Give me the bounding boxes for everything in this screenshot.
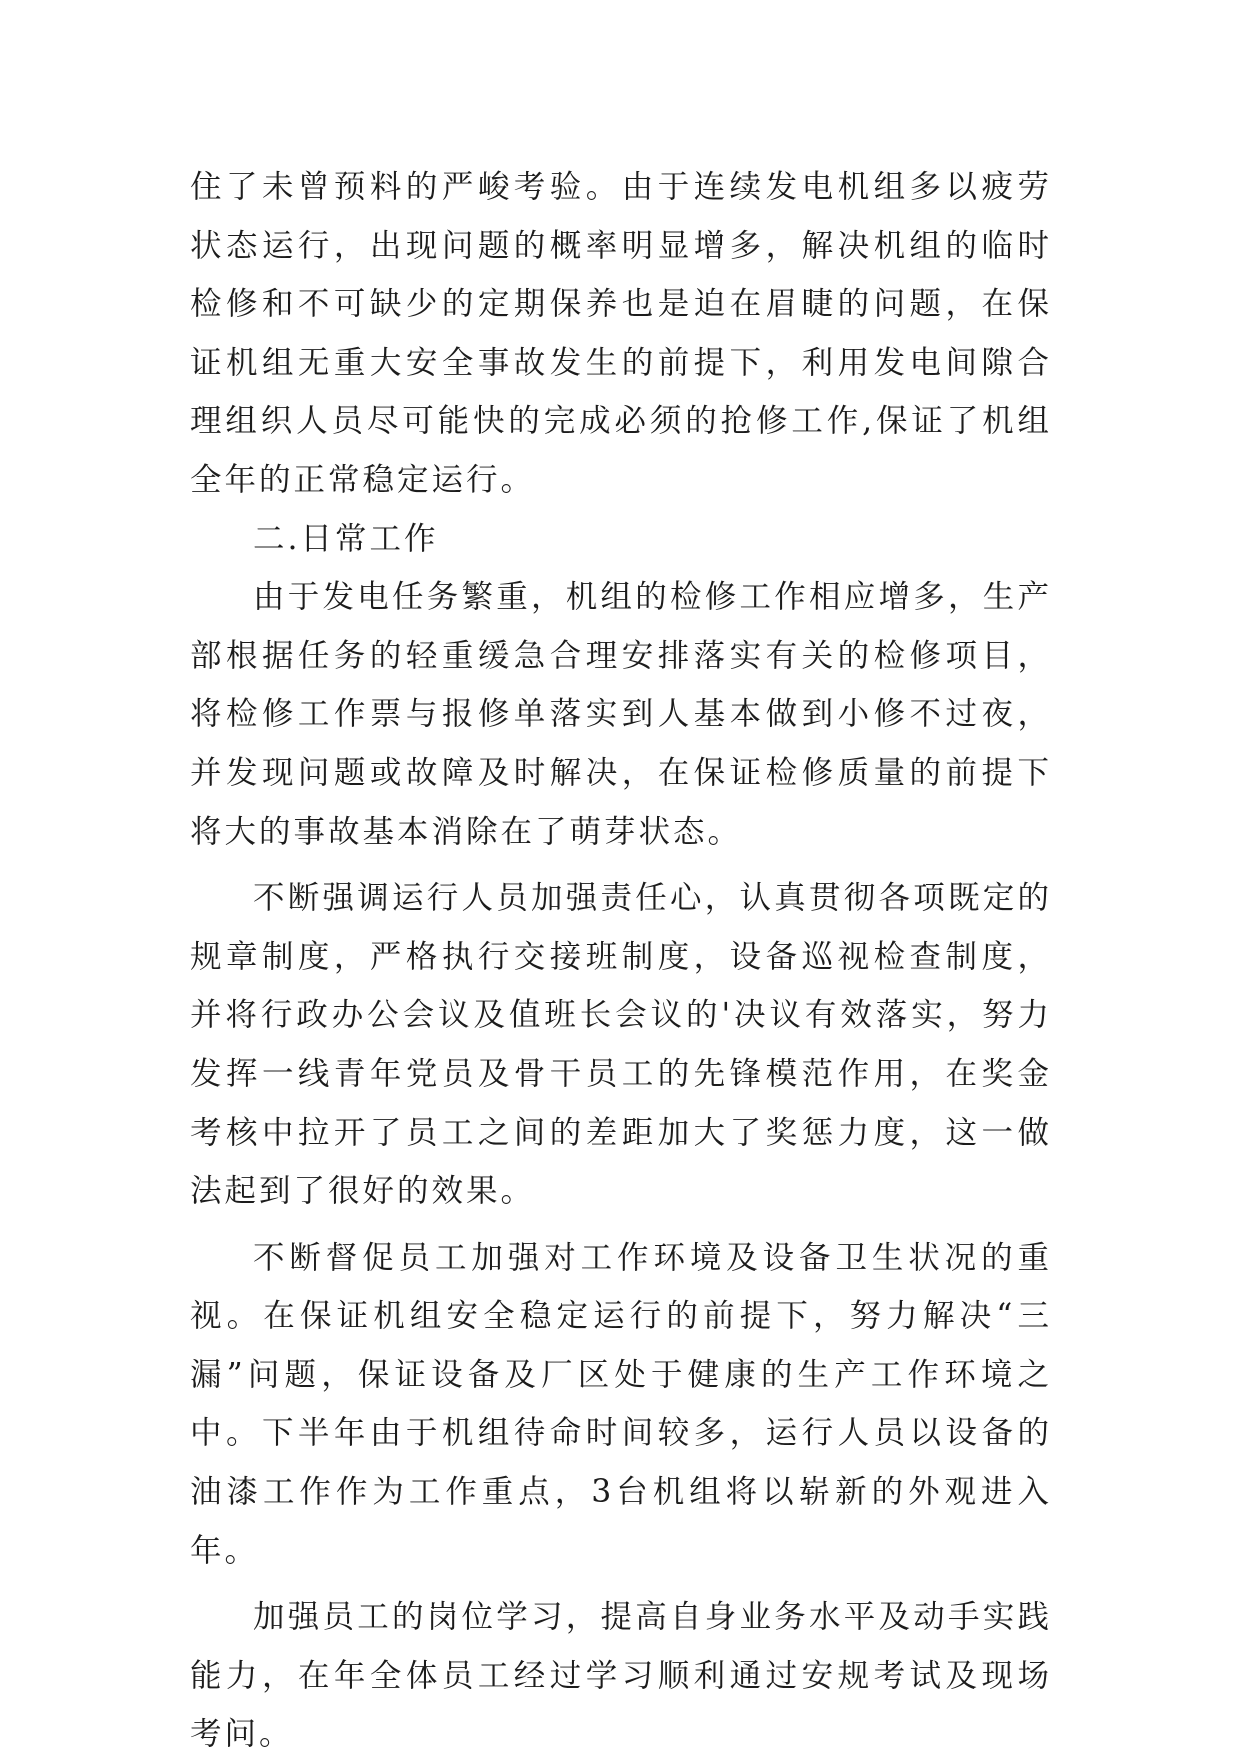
paragraph-responsibility: 不断强调运行人员加强责任心，认真贯彻各项既定的规章制度，严格执行交接班制度，设备巡视检查制度，并将行政办公会议及值班长会议的'决议有效落实，努力发挥一线青年党员及骨干员工的先锋模范作用，在奖金考核中拉开了员工之间的差距加大了奖惩力度，这一做法起到了很好的效果。 (190, 880, 1052, 1210)
section-heading: 二.日常工作 (253, 520, 439, 557)
paragraph-training: 加强员工的岗位学习，提高自身业务水平及动手实践能力，在年全体员工经过学习顺利通过安规考试及现场考问。 (190, 1599, 1052, 1753)
document-body (190, 158, 1052, 1764)
paragraph-continuation: 住了未曾预料的严峻考验。由于连续发电机组多以疲劳状态运行，出现问题的概率明显增多，解决机组的临时检修和不可缺少的定期保养也是迫在眉睫的问题，在保证机组无重大安全事故发生的前提下，利用发电间隙合理组织人员尽可能快的完成必须的抢修工作,保证了机组全年的正常稳定运行。 (190, 169, 1052, 498)
paragraph-environment: 不断督促员工加强对工作环境及设备卫生状况的重视。在保证机组安全稳定运行的前提下，努力解决“三漏”问题，保证设备及厂区处于健康的生产工作环境之中。下半年由于机组待命时间较多，运行人员以设备的油漆工作作为工作重点，3台机组将以崭新的外观进入年。 (190, 1239, 1052, 1569)
paragraph-maintenance: 由于发电任务繁重，机组的检修工作相应增多，生产部根据任务的轻重缓急合理安排落实有关的检修项目，将检修工作票与报修单落实到人基本做到小修不过夜，并发现问题或故障及时解决，在保证检修质量的前提下将大的事故基本消除在了萌芽状态。 (190, 579, 1052, 850)
